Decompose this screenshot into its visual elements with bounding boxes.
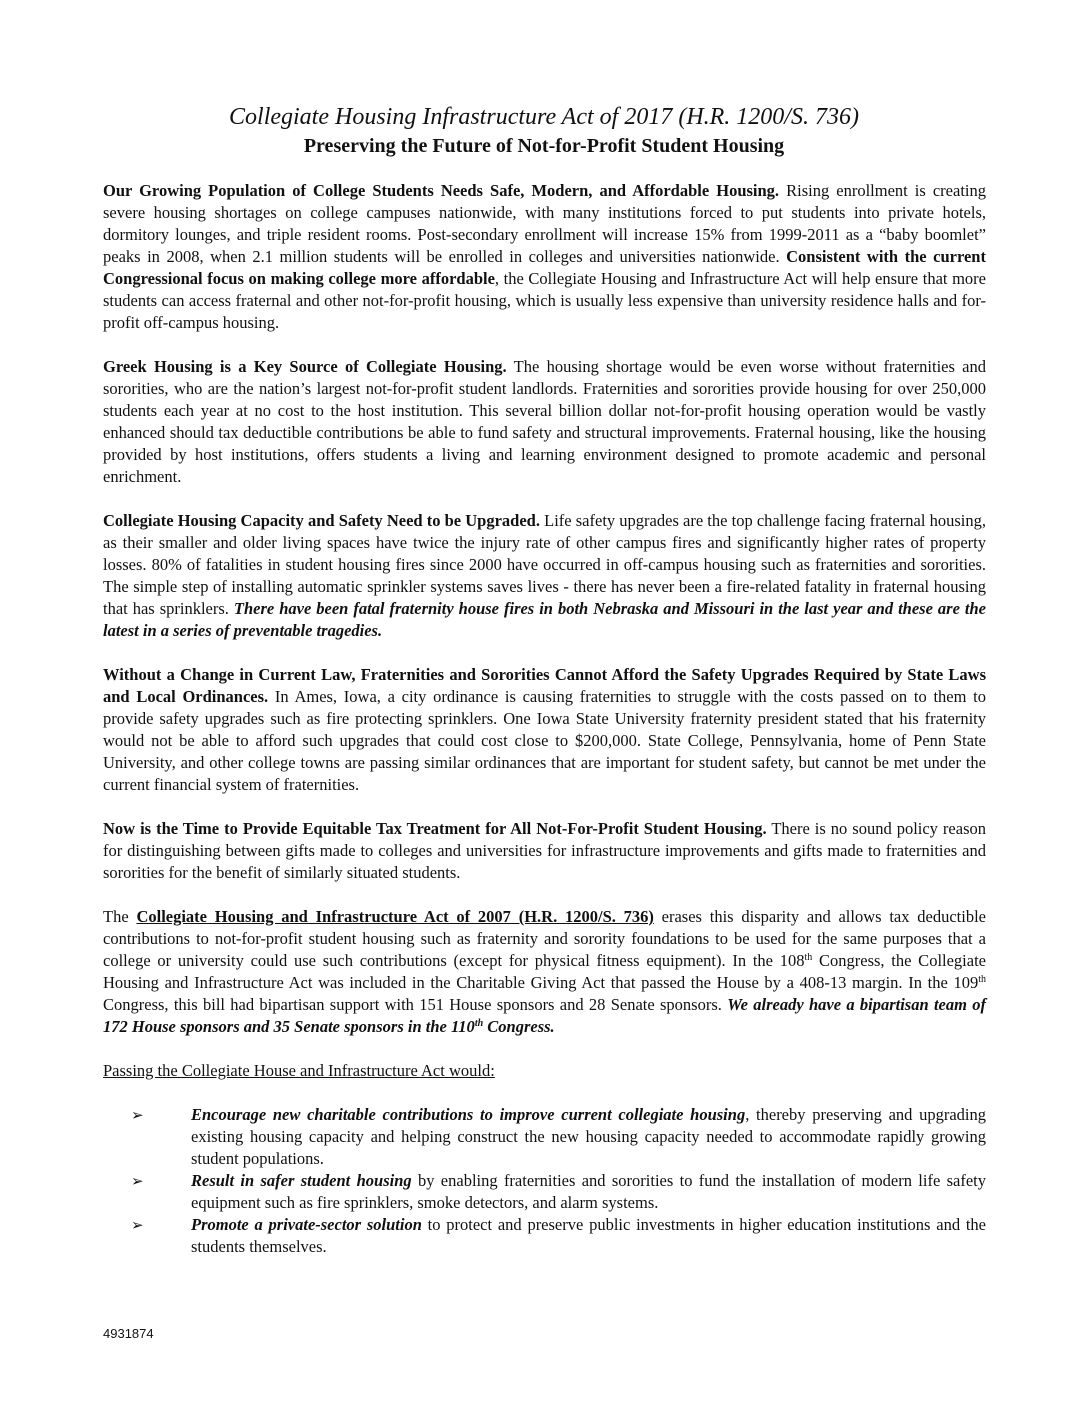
arrow-bullet-icon: ➢ bbox=[131, 1216, 144, 1234]
list-item-emphasis: Promote a private-sector solution bbox=[191, 1215, 422, 1234]
paragraph-text: Rising enrollment is creating severe housing shortages on college campuses nationwide, with many institutions forced to put students into private hotels, dormitory lounges, and triple resident rooms. Post-secondary enrollment will increase 15% from 1999-2011 as a “baby boomlet” peaks in 2008, when 2.1 million students will be enrolled in colleges and universities nationwide. bbox=[103, 181, 986, 266]
paragraph-heading: Without a Change in Current Law, Fraternities and Sororities Cannot Afford the Safety Upgrades Required by State Laws and Local Ordinances. bbox=[103, 665, 986, 706]
paragraph-text: Life safety upgrades are the top challenge facing fraternal housing, as their smaller and older living spaces have twice the injury rate of other campus fires and significantly higher rates of property losses. 80% of fatalities in student housing fires since 2000 have occurred in off-campus housing such as fraternities and sororities. The simple step of installing automatic sprinkler systems saves lives - there has never been a fire-related fatality in fraternal housing that has sprinklers. bbox=[103, 511, 986, 618]
act-name-link: Collegiate Housing and Infrastructure Act of 2007 (H.R. 1200/S. 736) bbox=[136, 907, 654, 926]
paragraph-equitable-tax bbox=[103, 818, 986, 884]
paragraph-text: erases this disparity and allows tax deductible contributions to not-for-profit student housing such as fraternity and sorority foundations to be used for the same purposes that a college or university could use such contributions (except for physical fitness equipment). In the 108 bbox=[103, 907, 986, 970]
paragraph-heading: Collegiate Housing Capacity and Safety Need to be Upgraded. bbox=[103, 511, 540, 530]
paragraph-heading: Greek Housing is a Key Source of Collegiate Housing. bbox=[103, 357, 507, 376]
list-item-text: to protect and preserve public investments in higher education institutions and the students themselves. bbox=[191, 1215, 986, 1256]
list-item bbox=[103, 1104, 986, 1170]
paragraph-bold-phrase: Consistent with the current Congressional focus on making college more affordable bbox=[103, 247, 986, 288]
paragraph-growing-population bbox=[103, 180, 986, 334]
superscript: th bbox=[804, 952, 813, 963]
paragraph-text: , the Collegiate Housing and Infrastructure Act will help ensure that more students can access fraternal and other not-for-profit housing, which is usually less expensive than university residence halls and for-profit off-campus housing. bbox=[103, 269, 986, 332]
document-subtitle: Preserving the Future of Not-for-Profit Student Housing bbox=[303, 135, 785, 157]
benefits-list bbox=[103, 1104, 986, 1258]
paragraph-capacity-safety bbox=[103, 510, 986, 642]
document-title: Collegiate Housing Infrastructure Act of 2017 (H.R. 1200/S. 736) bbox=[229, 104, 859, 130]
list-heading: Passing the Collegiate House and Infrastructure Act would: bbox=[103, 1061, 495, 1080]
paragraph-emphasis: There have been fatal fraternity house fires in both Nebraska and Missouri in the last year and these are the latest in a series of preventable tragedies. bbox=[103, 599, 986, 640]
paragraph-text: There is no sound policy reason for distinguishing between gifts made to colleges and universities for infrastructure improvements and gifts made to fraternities and sororities for the benefit of similarly situated students. bbox=[103, 819, 986, 882]
paragraph-text: In Ames, Iowa, a city ordinance is causing fraternities to struggle with the costs passed on to them to provide safety upgrades such as fire protecting sprinklers. One Iowa State University fraternity president stated that his fraternity would not be able to afford such upgrades that could cost close to $200,000. State College, Pennsylvania, home of Penn State University, and other college towns are passing similar ordinances that are important for student safety, but cannot be met under the current financial system of fraternities. bbox=[103, 687, 986, 794]
list-item-text: , thereby preserving and upgrading existing housing capacity and helping construct the new housing capacity needed to accommodate rapidly growing student populations. bbox=[191, 1105, 986, 1168]
document-body bbox=[103, 180, 986, 1258]
document-number: 4931874 bbox=[103, 1326, 154, 1341]
list-item bbox=[103, 1214, 986, 1258]
list-item-emphasis: Encourage new charitable contributions to improve current collegiate housing bbox=[191, 1105, 746, 1124]
paragraph-heading: Our Growing Population of College Students Needs Safe, Modern, and Affordable Housing. bbox=[103, 181, 780, 200]
paragraph-text: The bbox=[103, 907, 137, 926]
list-item bbox=[103, 1170, 986, 1214]
superscript: th bbox=[474, 1018, 484, 1029]
arrow-bullet-icon: ➢ bbox=[131, 1106, 144, 1124]
superscript: th bbox=[978, 974, 986, 985]
paragraph-heading: Now is the Time to Provide Equitable Tax Treatment for All Not-For-Profit Student Housing. bbox=[103, 819, 767, 838]
paragraph-greek-housing bbox=[103, 356, 986, 488]
paragraph-current-law bbox=[103, 664, 986, 796]
paragraph-emphasis: We already have a bipartisan team of 172 House sponsors and 35 Senate sponsors in the 110 bbox=[103, 995, 986, 1036]
paragraph-text: Congress, this bill had bipartisan support with 151 House sponsors and 28 Senate sponsors. bbox=[103, 995, 728, 1014]
arrow-bullet-icon: ➢ bbox=[131, 1172, 144, 1190]
paragraph-text: Congress, the Collegiate Housing and Infrastructure Act was included in the Charitable Giving Act that passed the House by a 408-13 margin. In the 109 bbox=[103, 951, 986, 992]
paragraph-emphasis: Congress. bbox=[483, 1017, 555, 1036]
list-item-text: by enabling fraternities and sororities to fund the installation of modern life safety equipment such as fire sprinklers, smoke detectors, and alarm systems. bbox=[191, 1171, 986, 1212]
paragraph-text: The housing shortage would be even worse without fraternities and sororities, who are the nation’s largest not-for-profit student landlords. Fraternities and sororities provide housing for over 250,000 students each year at no cost to the host institution. This several billion dollar not-for-profit housing operation would be vastly enhanced should tax deductible contributions be able to fund safety and structural improvements. Fraternal housing, like the housing provided by host institutions, offers students a living and learning environment designed to promote academic and personal enrichment. bbox=[103, 357, 987, 486]
list-item-emphasis: Result in safer student housing bbox=[191, 1171, 412, 1190]
paragraph-act-summary bbox=[103, 906, 986, 1038]
